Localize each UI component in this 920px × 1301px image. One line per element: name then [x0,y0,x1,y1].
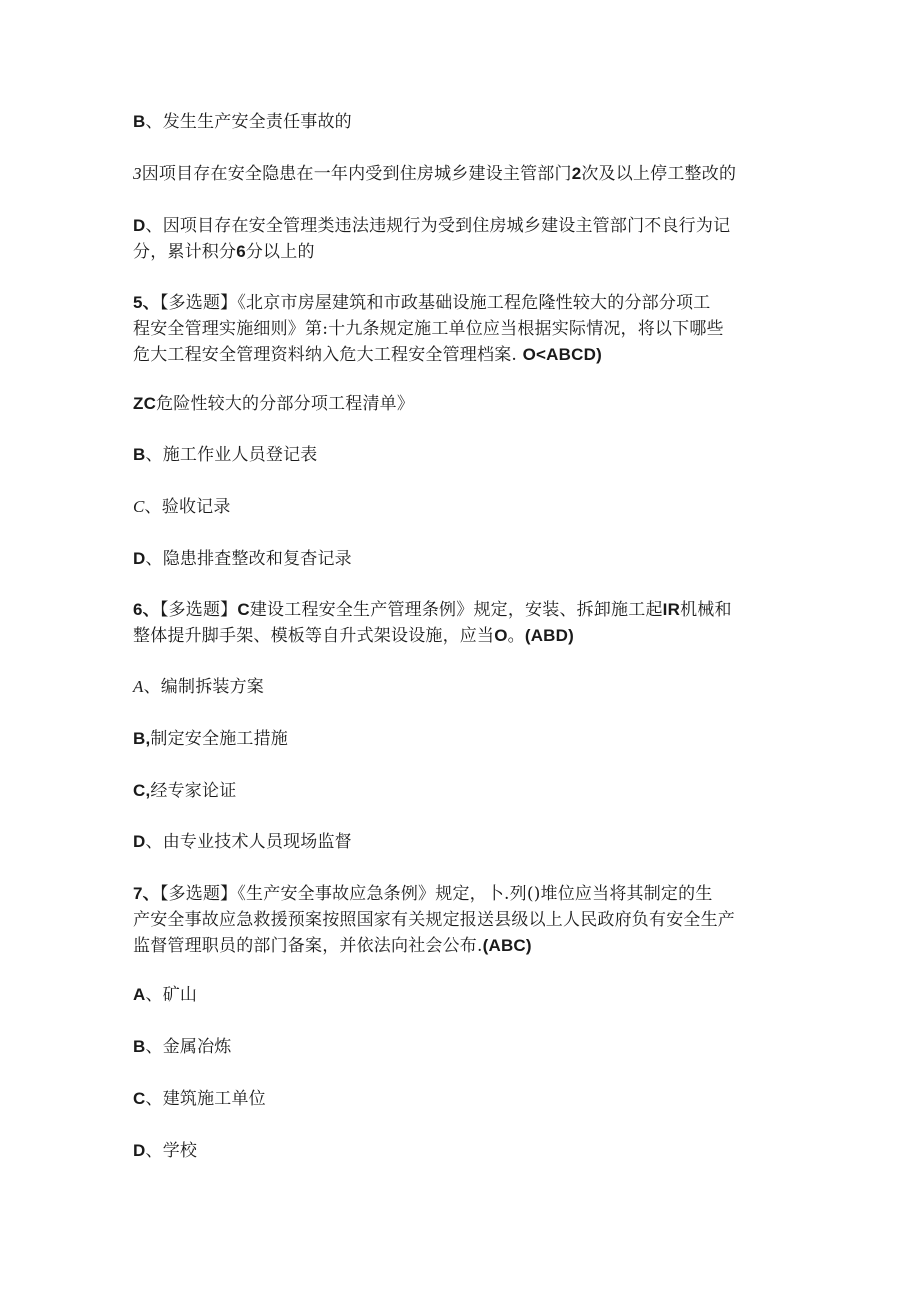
option-number: 6 [236,242,246,261]
question-separator: 、 [142,293,160,312]
option-label: A [133,677,144,696]
question-7 [133,881,793,959]
option-label: B [133,445,146,464]
question-period: 。 [507,626,525,646]
option-label: B, [133,729,151,748]
option-text: 危险性较大的分部分项工程清单》 [156,394,415,414]
option-number: 2 [571,164,582,183]
option-separator: 、 [145,985,163,1005]
option-text-continued: 次及以上停工整改的 [581,164,737,184]
q6-option-d [133,829,793,855]
option-label: D [133,1141,146,1160]
option-text: 发生生产安全责任事故的 [162,112,352,132]
q7-option-a [133,982,793,1008]
option-label: A [133,985,146,1004]
option-text: 隐患排査整改和复杳记录 [162,549,352,569]
option-separator: 、 [145,1141,163,1161]
option-label: C [133,1089,146,1108]
q7-option-c [133,1086,793,1112]
q4-option-c [133,161,793,187]
question-text-fragment-2: IR [662,600,681,619]
option-text: 金属冶炼 [162,1037,232,1057]
question-text-line-2: 整体提升脚手架、模板等自升式架设设施，应当 [133,626,495,646]
question-6 [133,597,793,649]
question-number: 5 [133,293,143,312]
option-separator: 、 [145,445,163,465]
option-text: 制定安全施工措施 [150,729,289,749]
option-text: 学校 [162,1141,198,1161]
option-separator: 、 [145,549,163,569]
q6-option-c [133,778,793,804]
q7-option-b [133,1034,793,1060]
q5-option-b [133,442,793,468]
q4-option-d [133,213,793,265]
q7-option-d [133,1138,793,1164]
question-text-line-1: 【多选题】《生产安全事故应急条例》规定，卜.列()堆位应当将其制定的生 [159,884,713,904]
question-answer: O<ABCD) [522,345,602,364]
question-answer: (ABD) [524,626,574,645]
option-label: D [133,832,146,851]
q5-option-c [133,494,793,520]
option-text: 因项目存在安全隐患在一年内受到住房城乡建设主管部门 [141,164,572,184]
option-text: 建筑施工单位 [162,1089,266,1109]
option-text-line-2b: 分以上的 [245,242,315,262]
question-separator: 、 [142,884,160,903]
option-text: 验收记录 [161,497,231,517]
q4-option-b [133,109,793,135]
option-separator: 、 [145,216,163,236]
option-text-line-1: 因项目存在安全管理类违法违规行为受到住房城乡建设主管部门不良行为记 [162,216,731,236]
question-type: 【多选题】 [159,600,238,620]
option-text: 由专业技术人员现场监督 [162,832,352,852]
option-label: B [133,1037,146,1056]
question-text-fragment: C [237,600,250,619]
question-text-line-1: 建设工程安全生产管理条例》规定，安装、拆卸施工起 [249,600,663,620]
question-number: 7 [133,884,143,903]
option-label: D [133,549,146,568]
option-text: 矿山 [162,985,198,1005]
question-separator: 、 [142,600,160,619]
option-label: C [133,497,145,516]
question-text-line-2: 程安全管理实施细则》第:十九条规定施工单位应当根据实际情况，将以下哪些 [133,319,724,339]
q6-option-b [133,726,793,752]
question-answer: (ABC) [482,936,532,955]
question-5 [133,290,793,368]
question-blank: O [494,626,508,645]
question-text-line-3: 危大工程安全管理资料纳入危大工程安全管理档案. [133,345,518,365]
question-text-line-3: 监督管理职员的部门备案，并依法向社会公布. [133,936,483,956]
q5-option-a [133,391,793,417]
question-text-line-2: 产安全事故应急救援预案按照国家有关规定报送县级以上人民政府负有安全生产 [133,910,735,930]
option-text-line-2a: 分，累计积分 [133,242,237,262]
question-text-line-1-end: 机械和 [680,600,732,620]
option-separator: 、 [144,497,162,517]
option-separator: 、 [145,1037,163,1057]
q5-option-d [133,546,793,572]
option-text: 经专家论证 [150,781,237,801]
option-separator: 、 [145,112,163,132]
question-number: 6 [133,600,143,619]
option-text: 施工作业人员登记表 [162,445,318,465]
option-separator: 、 [145,832,163,852]
option-label: B [133,112,146,131]
option-text: 编制拆装方案 [160,677,264,697]
option-label: 3 [133,164,142,183]
option-label: D [133,216,146,235]
question-text-line-1: 【多选题】《北京市房屋建筑和市政基础设施工程危隆性较大的分部分项工 [159,293,711,313]
option-label: ZC [133,394,157,413]
option-separator: 、 [145,1089,163,1109]
q6-option-a [133,674,793,700]
option-separator: 、 [143,677,161,697]
option-label: C, [133,781,151,800]
